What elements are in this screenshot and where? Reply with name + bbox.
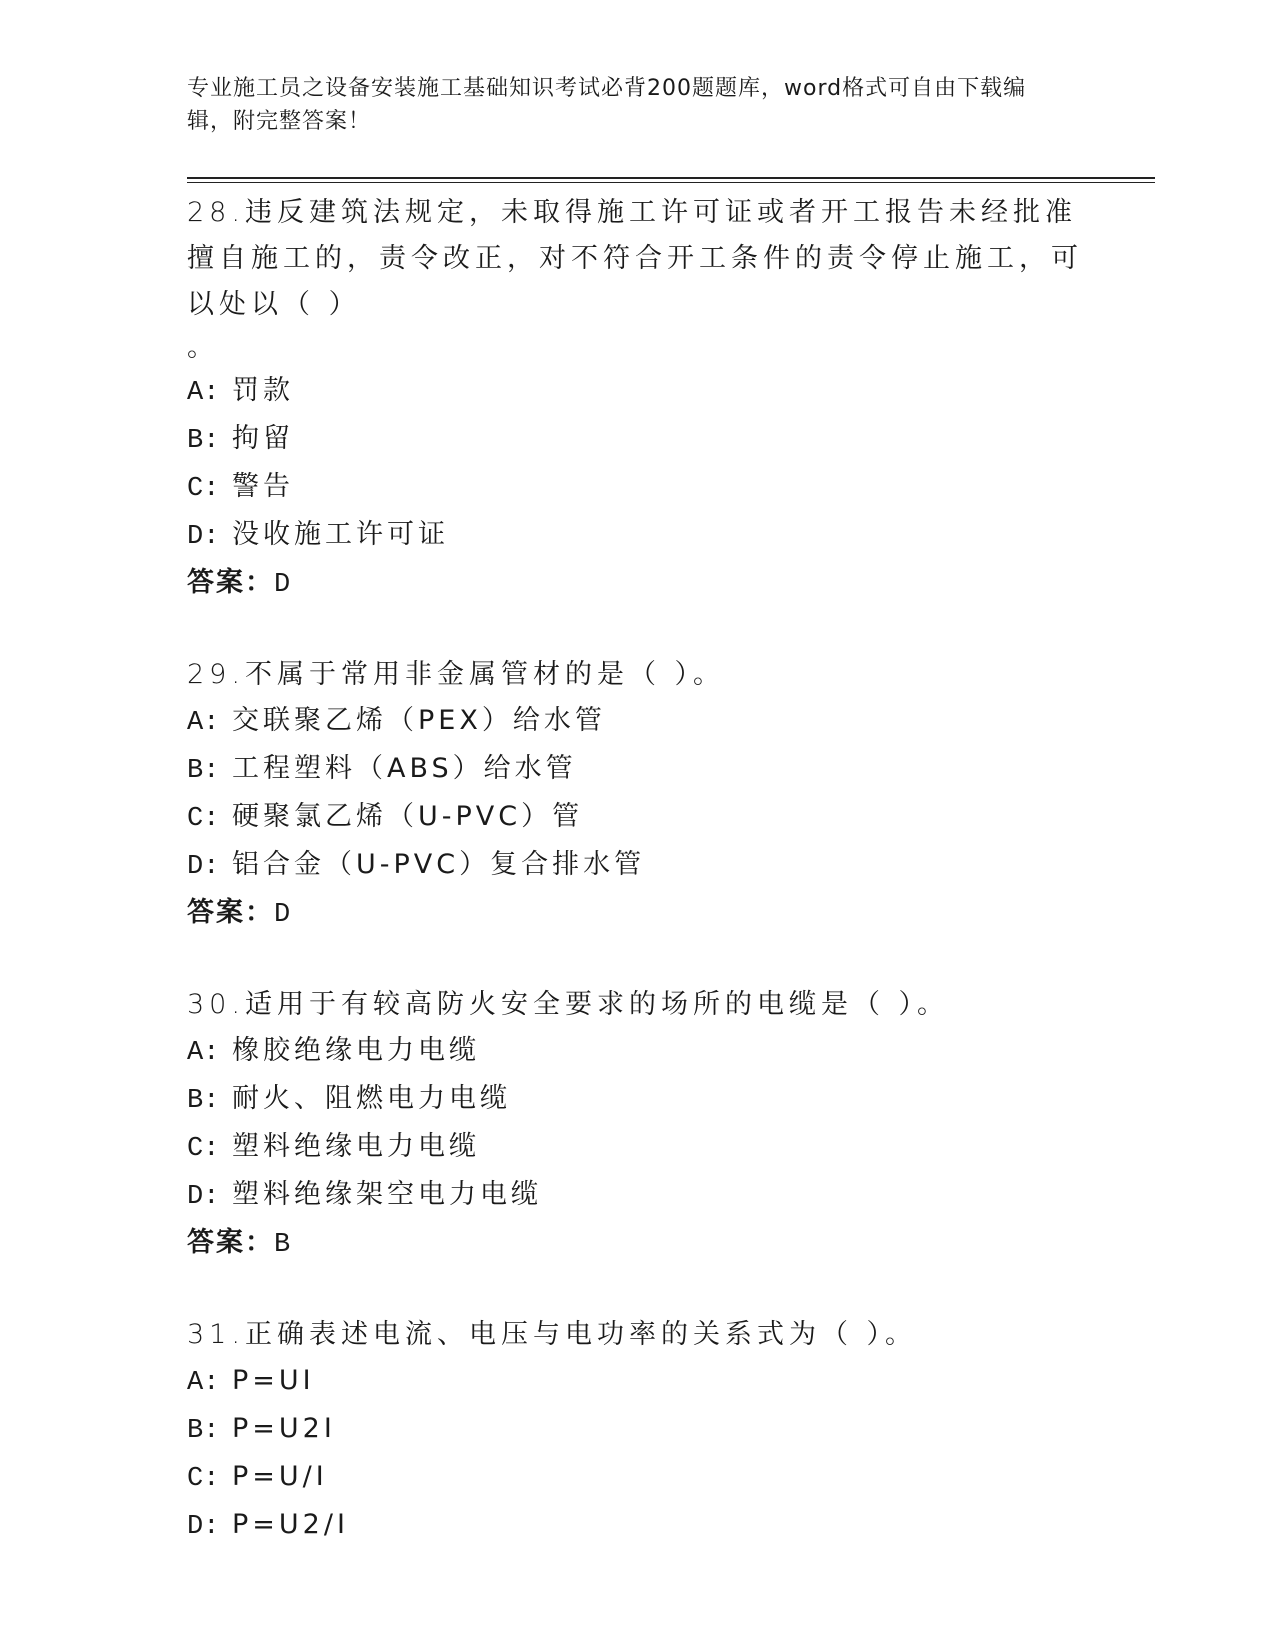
option-d (187, 512, 1087, 560)
option-letter: D: (187, 522, 220, 552)
option-b (187, 416, 1087, 464)
option-c (187, 1454, 1087, 1502)
header-divider-thin (187, 182, 1155, 183)
option-text: 拘留 (232, 423, 294, 454)
question-30 (187, 982, 1087, 1268)
question-list (187, 190, 1087, 1550)
option-text: 耐火、阻燃电力电缆 (232, 1083, 511, 1114)
option-text: 塑料绝缘电力电缆 (232, 1131, 480, 1162)
option-letter: A: (187, 1368, 220, 1398)
option-text: 硬聚氯乙烯（U-PVC）管 (232, 801, 584, 832)
option-text: 橡胶绝缘电力电缆 (232, 1035, 480, 1066)
answer-value: B (274, 1230, 293, 1260)
answer-value: D (274, 570, 293, 600)
question-stem-tail: 。 (187, 332, 214, 363)
question-number: 30. (187, 989, 245, 1020)
option-b (187, 1406, 1087, 1454)
option-text: 罚款 (232, 375, 294, 406)
option-text: 警告 (232, 471, 294, 502)
option-d (187, 1172, 1087, 1220)
answer-label: 答案： (187, 1227, 274, 1258)
option-letter: C: (187, 1134, 220, 1164)
option-c (187, 464, 1087, 512)
question-number: 31. (187, 1319, 245, 1350)
question-29 (187, 652, 1087, 938)
option-d (187, 842, 1087, 890)
option-letter: D: (187, 1512, 220, 1542)
answer-line (187, 1220, 1087, 1268)
option-letter: C: (187, 1464, 220, 1494)
answer-line (187, 560, 1087, 608)
option-b (187, 1076, 1087, 1124)
question-spacer (187, 938, 1087, 982)
option-letter: B: (187, 1416, 220, 1446)
question-text: 不属于常用非金属管材的是（ ）。 (244, 659, 726, 690)
question-text: 适用于有较高防火安全要求的场所的电缆是（ ）。 (244, 989, 950, 1020)
option-b (187, 746, 1087, 794)
question-stem (187, 190, 1087, 328)
question-31 (187, 1312, 1087, 1550)
option-text: 交联聚乙烯（PEX）给水管 (232, 705, 606, 736)
question-spacer (187, 1268, 1087, 1312)
option-a (187, 368, 1087, 416)
answer-value: D (274, 900, 293, 930)
option-a (187, 698, 1087, 746)
option-text: 工程塑料（ABS）给水管 (232, 753, 577, 784)
option-c (187, 794, 1087, 842)
option-text: P=U2/I (232, 1509, 349, 1540)
option-letter: A: (187, 378, 220, 408)
header-divider (187, 177, 1155, 179)
option-letter: C: (187, 474, 220, 504)
option-d (187, 1502, 1087, 1550)
option-a (187, 1028, 1087, 1076)
option-letter: B: (187, 1086, 220, 1116)
option-c (187, 1124, 1087, 1172)
question-28 (187, 190, 1087, 608)
answer-line (187, 890, 1087, 938)
document-header: 专业施工员之设备安装施工基础知识考试必背200题题库，word格式可自由下载编辑，附完整答案！ (187, 76, 1027, 134)
option-letter: A: (187, 1038, 220, 1068)
question-stem (187, 1312, 1087, 1358)
question-spacer (187, 608, 1087, 652)
answer-label: 答案： (187, 567, 274, 598)
option-letter: B: (187, 756, 220, 786)
option-text: P=U/I (232, 1461, 328, 1492)
option-text: P=U2I (232, 1413, 336, 1444)
option-text: 没收施工许可证 (232, 519, 449, 550)
option-letter: D: (187, 1182, 220, 1212)
question-number: 28. (187, 197, 245, 228)
question-number: 29. (187, 659, 245, 690)
option-letter: D: (187, 852, 220, 882)
option-text: 塑料绝缘架空电力电缆 (232, 1179, 542, 1210)
question-stem (187, 652, 1087, 698)
option-letter: C: (187, 804, 220, 834)
option-text: P=UI (232, 1365, 315, 1396)
question-text: 违反建筑法规定，未取得施工许可证或者开工报告未经批准擅自施工的，责令改正，对不符合开工条件的责令停止施工，可以处以（ ） (187, 197, 1083, 320)
option-letter: B: (187, 426, 220, 456)
answer-label: 答案： (187, 897, 274, 928)
option-a (187, 1358, 1087, 1406)
question-stem (187, 982, 1087, 1028)
option-text: 铝合金（U-PVC）复合排水管 (232, 849, 646, 880)
question-text: 正确表述电流、电压与电功率的关系式为（ ）。 (244, 1319, 918, 1350)
option-letter: A: (187, 708, 220, 738)
